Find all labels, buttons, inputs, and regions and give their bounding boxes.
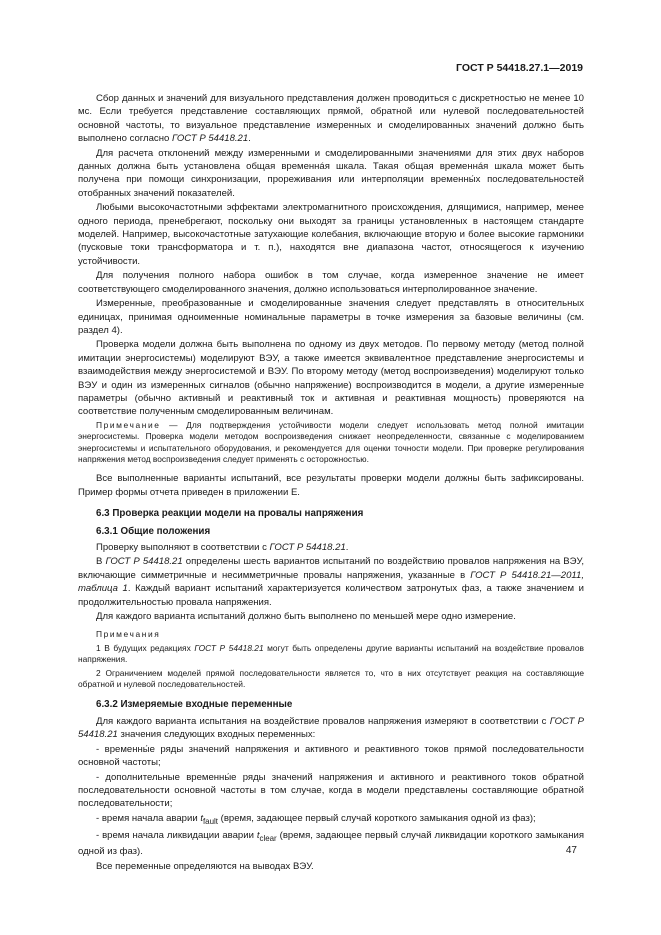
standard-reference: ГОСТ Р 54418.21 <box>105 556 183 568</box>
paragraph-text: Для каждого варианта испытания на воздействие провалов напряжения измеряют в соответствии с <box>96 715 550 727</box>
paragraph <box>78 92 584 146</box>
list-item-text: - время начала ликвидации аварии <box>96 830 257 842</box>
note-text: 1 В будущих редакциях <box>96 642 195 653</box>
paragraph <box>78 555 584 609</box>
note-text: могут быть определены другие варианты испытаний на воздействие провалов напряжения. <box>78 642 584 665</box>
paragraph <box>78 715 584 742</box>
paragraph: Измеренные, преобразованные и смоделированные значения следует представлять в относительных единицах, принимая одноименные номинальные параметры в точке измерения за базовые величины (см. раздел 4). <box>78 298 584 336</box>
list-item-text: (время, задающее первый случай ликвидации короткого замыкания одной из фаз). <box>78 830 584 858</box>
subsection-heading: 6.3.2 Измеряемые входные переменные <box>96 699 293 711</box>
note <box>78 643 584 666</box>
paragraph: Проверка модели должна быть выполнена по одному из двух методов. По первому методу (метод полной имитации энергосистемы) моделируют ВЭУ, а также имеется эквивалентное представление энергосистемы и взаимодействия между энергосистемой и ВЭУ. По второму методу (метод воспроизведения) моделируют только ВЭУ и один из измеренных сигналов (обычно напряжение) воспроизводится в модели, а другие измеренные параметры (обычно активный и реактивный ток и активная и реактивная мощность) проверяются на соответствие полученным смоделированным величинам. <box>78 339 584 418</box>
paragraph-text: Проверку выполняют в соответствии с <box>96 542 270 553</box>
paragraph: Любыми высокочастотными эффектами электромагнитного происхождения, длящимися, например, менее одного периода, пренебрегают, поскольку они выходят за границы установленных в настоящем стандарте моделей. Например, высокочастотные затухающие колебания, включающие вторую и более высокие гармоники (пусковые токи трансформатора и т. п.), находятся вне диапазона частот, относящегося к изучению устойчивости. <box>78 202 584 267</box>
paragraph-text: В <box>96 556 106 568</box>
paragraph-text: определены шесть вариантов испытаний по воздействию провалов напряжения на ВЭУ, включающие симметричные и несимметричные провалы напряжения, указанные в <box>78 556 584 581</box>
note-label: Примечание <box>96 419 161 430</box>
list-item: - временны́е ряды значений напряжения и активного и реактивного токов прямой последовательности основной частоты; <box>78 743 584 769</box>
standard-reference: ГОСТ Р 54418.21—2011, таблица 1 <box>78 569 584 595</box>
variable-symbol: t <box>200 812 203 824</box>
standard-reference: ГОСТ Р 54418.21 <box>171 133 249 145</box>
note: 2 Ограничением моделей прямой последовательности является то, что в них отсутствует реакция на составляющие обратной и нулевой последовательностей. <box>78 667 584 690</box>
variable-symbol: t <box>256 830 260 842</box>
paragraph: Все выполненные варианты испытаний, все результаты проверки модели должны быть зафиксированы. Пример формы отчета приведен в приложении Е. <box>78 473 584 498</box>
page-number: 47 <box>565 845 577 856</box>
standard-reference: ГОСТ Р 54418.21 <box>269 542 346 553</box>
punctuation: . <box>345 542 349 553</box>
list-item-text: - время начала аварии <box>96 812 201 824</box>
paragraph-text: . Каждый вариант испытаний характеризуется количеством затронутых фаз, а также значением и продолжительностью провала напряжения. <box>78 583 584 608</box>
note-text: — Для подтверждения устойчивости модели следует использовать метод полной имитации энергосистемы. Проверка модели методом воспроизведения снижает неопределенности, связанные с моделированием энергосистемы и испытательного оборудования, и рекомендуется для оценки точности модели. При проверке регулирования напряжения метод воспроизведения следует применять с осторожностью. <box>78 419 584 464</box>
subsection-heading: 6.3.1 Общие положения <box>96 525 211 537</box>
paragraph-text: значения следующих входных переменных: <box>117 729 316 741</box>
list-item-text: (время, задающее первый случай короткого замыкания одной из фаз); <box>217 812 536 824</box>
standard-reference: ГОСТ Р 54418.21 <box>78 715 584 741</box>
paragraph: Для получения полного набора ошибок в том случае, когда измеренное значение не имеет соответствующего смоделированного значения, должно использоваться интерполированное значение. <box>78 270 584 295</box>
list-item <box>78 829 584 859</box>
section-heading: 6.3 Проверка реакции модели на провалы напряжения <box>96 508 364 520</box>
notes-label-text: Примечания <box>96 629 161 640</box>
page-content <box>78 92 584 874</box>
list-item <box>78 812 584 828</box>
paragraph: Все переменные определяются на выводах ВЭУ. <box>96 860 314 872</box>
paragraph: Для расчета отклонений между измеренными и смоделированными значениями для этих двух наборов данных должна быть установлена общая временнáя шкала. Такая общая временнáя шкала может быть получена при помощи синхронизации, прореживания или интерполяции временны́х последовательностей отобранных значений показателей. <box>78 147 584 199</box>
variable-subscript: clear <box>259 833 277 843</box>
document-header: ГОСТ Р 54418.27.1—2019 <box>456 62 583 74</box>
paragraph <box>78 541 584 554</box>
paragraph: Для каждого варианта испытаний должно быть выполнено по меньшей мере одно измерение. <box>96 611 516 623</box>
variable-subscript: fault <box>202 816 218 826</box>
standard-reference: ГОСТ Р 54418.21 <box>194 642 264 653</box>
notes-label <box>78 629 584 640</box>
punctuation: . <box>248 133 251 145</box>
list-item: - дополнительные временны́е ряды значений напряжения и активного и реактивного токов обратной последовательности основной частоты в том случае, когда в модели представлены составляющие обратной последовательности; <box>78 771 584 810</box>
paragraph-text: Сбор данных и значений для визуального представления должен проводиться с дискретностью не менее 10 мс. Если требуется представление составляющих прямой, обратной или нулевой последовательностей основной частоты, то визуальное представление измеренных и смоделированных значений должно быть выполнено согласно <box>78 93 584 145</box>
note <box>78 420 584 466</box>
